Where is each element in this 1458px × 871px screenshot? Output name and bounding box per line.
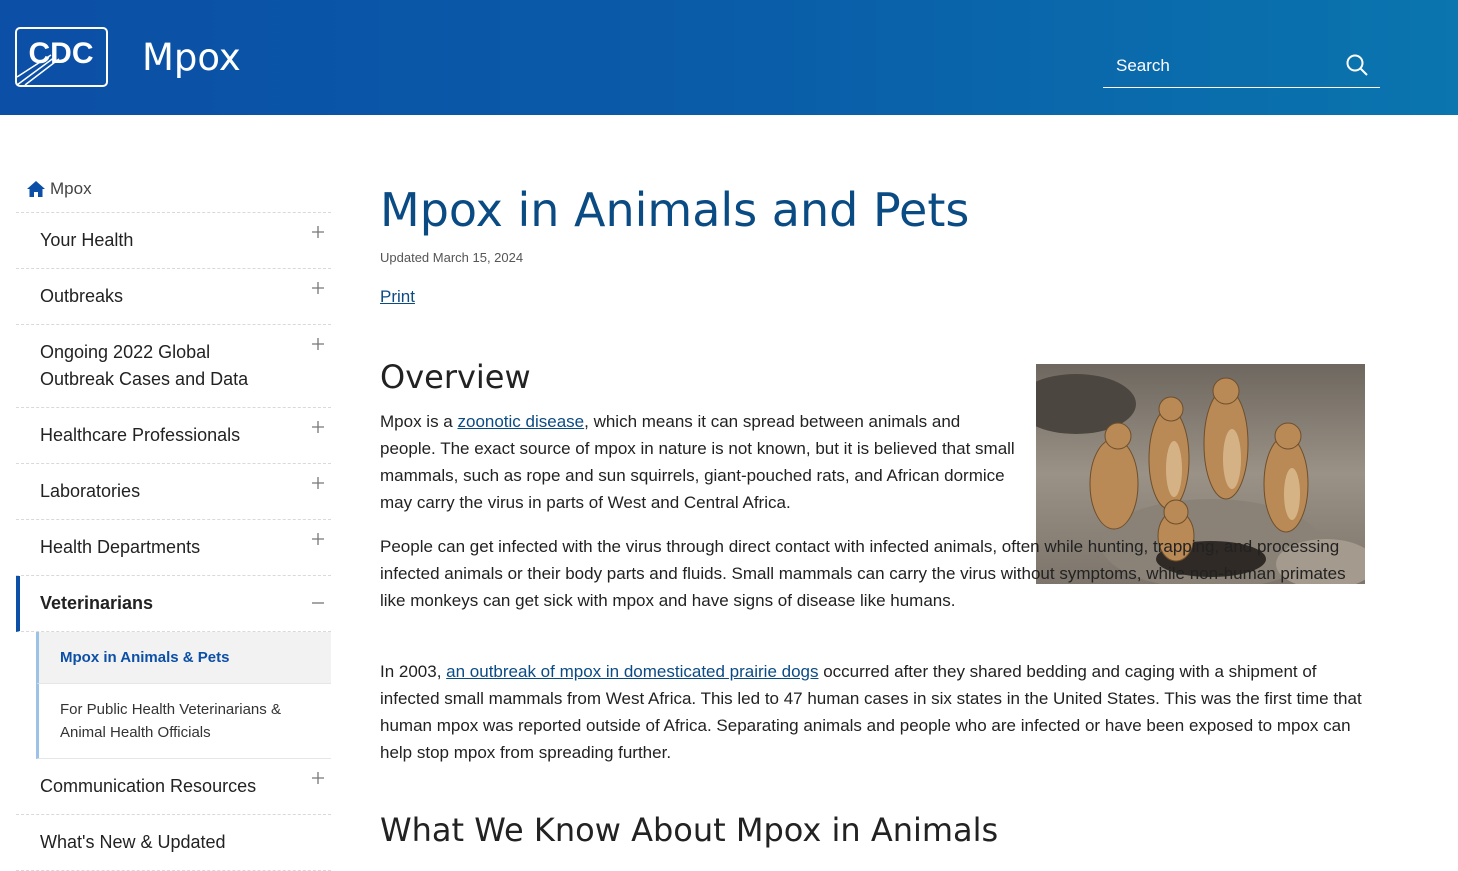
text-span: , which means it can spread between animals and people. The exact source of mpox in nature is not known, but it is believed that small mammals, such as rope and sun squirrels, giant-pouched rats, and African dormice may carry the virus in parts of West and Central Africa. [380, 412, 1015, 512]
site-title[interactable]: Mpox [142, 36, 241, 79]
nav-item-veterinarians[interactable] [16, 576, 331, 632]
minus-icon[interactable] [311, 596, 325, 610]
left-nav [16, 166, 331, 871]
nav-item-label: Healthcare Professionals [40, 425, 241, 445]
prairie-dogs-outbreak-link[interactable]: an outbreak of mpox in domesticated prairie dogs [446, 662, 819, 681]
text-span: occurred after they shared bedding and caging with a shipment of infected small mammals from West Africa. This led to 47 human cases in six states in the United States. This was the first time that human mpox was reported outside of Africa. Separating animals and people who are infected or have been exposed to mpox can help stop mpox from spreading further. [380, 662, 1362, 762]
nav-item-label: Veterinarians [40, 593, 154, 613]
nav-home-link[interactable] [16, 166, 331, 213]
svg-text:CDC: CDC [28, 37, 94, 70]
search-icon[interactable] [1346, 54, 1368, 76]
overview-heading: Overview [380, 358, 531, 396]
nav-home-label: Mpox [50, 179, 92, 198]
text-span: Mpox is a [380, 412, 458, 431]
text-span: In 2003, [380, 662, 447, 681]
nav-item-communication-resources[interactable] [16, 759, 331, 815]
nav-subitem-public-health-veterinarians[interactable] [36, 684, 331, 759]
nav-item-label: Laboratories [40, 481, 141, 501]
plus-icon[interactable] [311, 476, 325, 490]
overview-paragraph-3 [380, 658, 1365, 766]
overview-paragraph-1 [380, 408, 1020, 516]
nav-item-healthcare-professionals[interactable] [16, 408, 331, 464]
updated-date: Updated March 15, 2024 [380, 250, 524, 265]
nav-item-label: Outbreaks [40, 286, 124, 306]
site-header [0, 0, 1458, 115]
plus-icon[interactable] [311, 337, 325, 351]
nav-item-outbreaks[interactable] [16, 269, 331, 325]
overview-paragraph-2: People can get infected with the virus through direct contact with infected animals, often while hunting, trapping, and processing infected animals or their body parts and fluids. Small mammals can carry the virus without symptoms, while non-human primates like monkeys can get sick with mpox and have signs of disease like humans. [380, 537, 1346, 610]
plus-icon[interactable] [311, 771, 325, 785]
plus-icon[interactable] [311, 420, 325, 434]
what-we-know-heading: What We Know About Mpox in Animals [380, 811, 999, 849]
nav-item-label: Your Health [40, 230, 134, 250]
cdc-logo[interactable] [15, 27, 108, 87]
nav-subitem-mpox-in-animals[interactable] [36, 632, 331, 684]
home-icon [26, 180, 46, 198]
nav-item-label: Health Departments [40, 537, 201, 557]
nav-item-label: Communication Resources [40, 776, 257, 796]
plus-icon[interactable] [311, 225, 325, 239]
nav-item-ongoing-outbreak[interactable] [16, 325, 331, 408]
search-input[interactable] [1103, 46, 1346, 86]
nav-item-label: What's New & Updated [40, 832, 226, 852]
main-content [380, 180, 1365, 849]
search-box [1103, 46, 1380, 88]
zoonotic-disease-link[interactable]: zoonotic disease [457, 412, 585, 431]
plus-icon[interactable] [311, 532, 325, 546]
nav-subitem-label: For Public Health Veterinarians & Animal Health Officials [60, 701, 281, 741]
nav-item-laboratories[interactable] [16, 464, 331, 520]
plus-icon[interactable] [311, 281, 325, 295]
nav-item-your-health[interactable] [16, 213, 331, 269]
nav-item-label: Ongoing 2022 Global Outbreak Cases and Data [40, 342, 249, 389]
nav-item-health-departments[interactable] [16, 520, 331, 576]
page-title: Mpox in Animals and Pets [380, 183, 970, 237]
nav-subitem-label: Mpox in Animals & Pets [60, 649, 230, 666]
print-link[interactable]: Print [380, 287, 415, 306]
